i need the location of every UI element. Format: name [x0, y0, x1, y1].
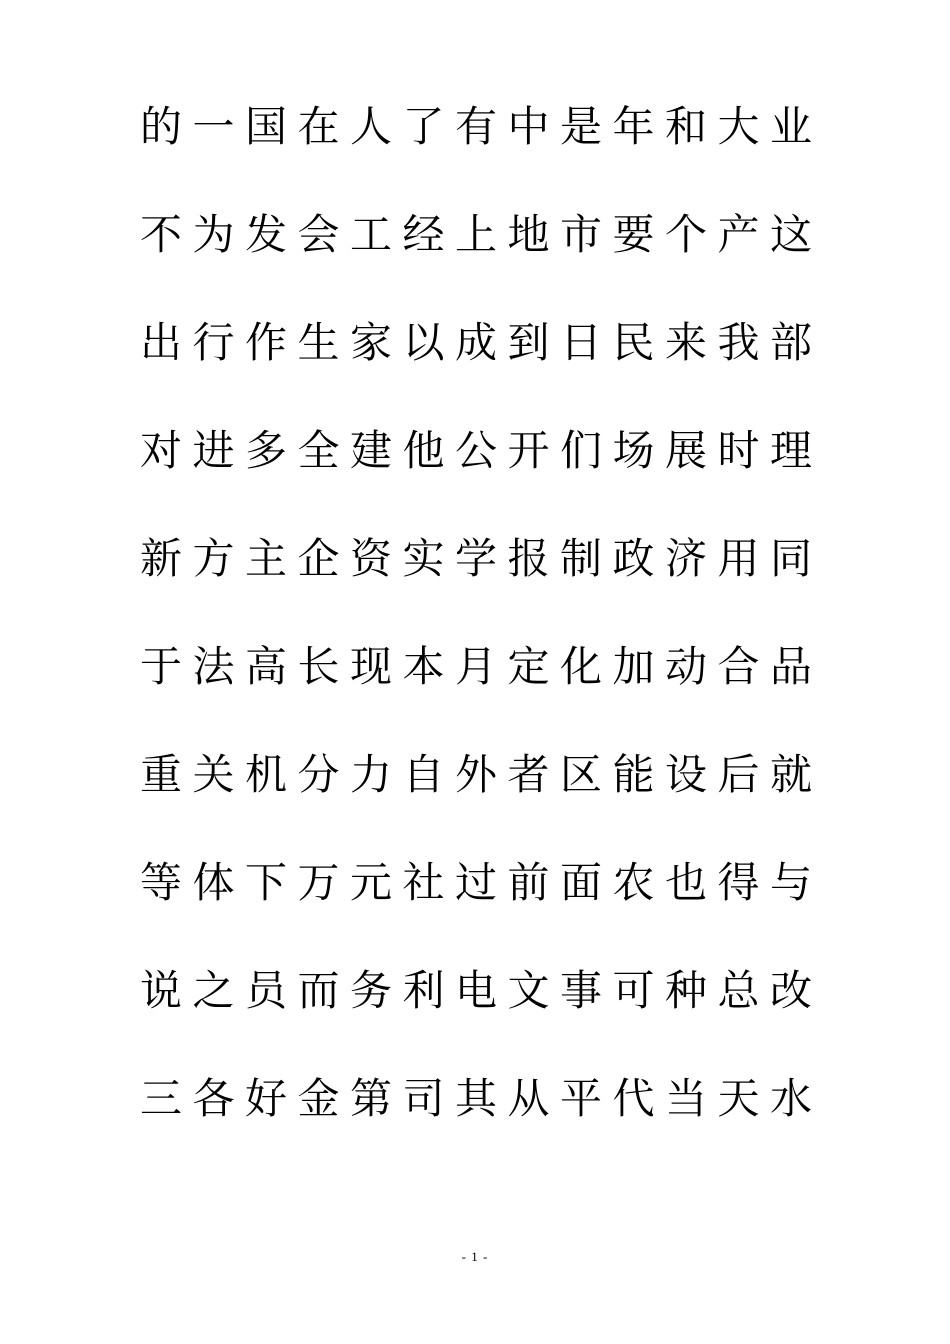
text-line-1: 的一国在人了有中是年和大业 — [140, 102, 823, 151]
text-line-8: 等体下万元社过前面农也得与 — [140, 858, 823, 907]
text-block — [140, 97, 823, 1177]
text-line-6: 于法高长现本月定化加动合品 — [140, 642, 823, 691]
text-line-5: 新方主企资实学报制政济用同 — [140, 534, 823, 583]
text-line-7: 重关机分力自外者区能设后就 — [140, 750, 823, 799]
text-line-3: 出行作生家以成到日民来我部 — [140, 318, 823, 367]
text-line-2: 不为发会工经上地市要个产这 — [140, 210, 823, 259]
text-line-9: 说之员而务利电文事可种总改 — [140, 966, 823, 1015]
text-line-4: 对进多全建他公开们场展时理 — [140, 426, 823, 475]
page-number: - 1 - — [461, 1249, 489, 1264]
text-line-10: 三各好金第司其从平代当天水 — [140, 1074, 823, 1123]
